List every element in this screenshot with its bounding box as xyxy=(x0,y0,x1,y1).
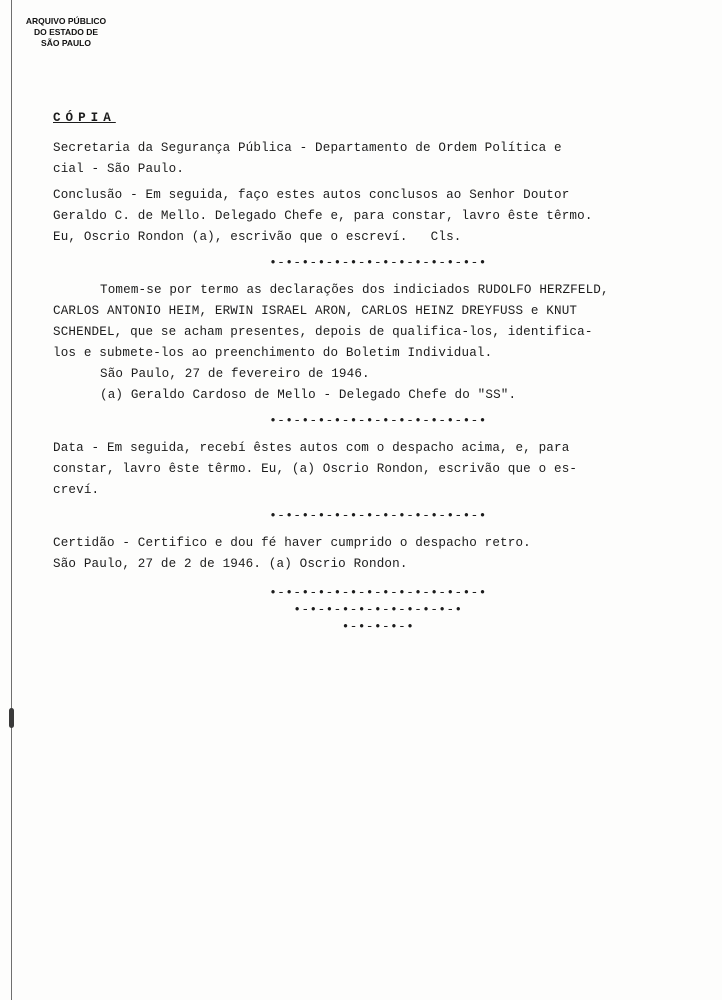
binding-notch xyxy=(9,708,14,728)
separator: •-•-•-•-•-•-•-•-•-•-•-•-•-• xyxy=(269,509,487,523)
end-separator: •-•-•-•-• xyxy=(341,620,415,634)
separator: •-•-•-•-•-•-•-•-•-•-•-•-•-• xyxy=(269,256,487,270)
header-paragraph xyxy=(53,138,703,180)
end-separator: •-•-•-•-•-•-•-•-•-•-•-•-•-• xyxy=(269,586,487,600)
separator: •-•-•-•-•-•-•-•-•-•-•-•-•-• xyxy=(269,414,487,428)
binding-edge-line xyxy=(11,0,12,1000)
archive-stamp-line: ARQUIVO PÚBLICO xyxy=(25,16,107,26)
archive-stamp-line: SÃO PAULO xyxy=(41,38,91,48)
despacho-local: São Paulo, 27 de fevereiro de 1946. xyxy=(100,367,370,381)
end-separator: •-•-•-•-•-•-•-•-•-•-• xyxy=(293,603,463,617)
text-line: Secretaria da Segurança Pública - Departamento de Ordem Política e xyxy=(53,141,562,155)
text-line: los e submete-los ao preenchimento do Boletim Individual. xyxy=(53,346,493,360)
document-title: CÓPIA xyxy=(53,111,116,125)
text-line: creví. xyxy=(53,483,100,497)
declaracoes-paragraph xyxy=(53,280,703,406)
text-line: Data - Em seguida, recebí êstes autos com o despacho acima, e, para xyxy=(53,441,570,455)
certidao-paragraph xyxy=(53,533,703,575)
text-line: Eu, Oscrio Rondon (a), escrivão que o escreví. Cls. xyxy=(53,230,462,244)
text-line: Conclusão - Em seguida, faço estes autos conclusos ao Senhor Doutor xyxy=(53,188,570,202)
text-line: Certidão - Certifico e dou fé haver cumprido o despacho retro. xyxy=(53,536,531,550)
text-line: constar, lavro êste têrmo. Eu, (a) Oscrio Rondon, escrivão que o es- xyxy=(53,462,578,476)
conclusao-paragraph xyxy=(53,185,703,248)
text-line: CARLOS ANTONIO HEIM, ERWIN ISRAEL ARON, CARLOS HEINZ DREYFUSS e KNUT xyxy=(53,304,578,318)
archive-stamp xyxy=(12,16,120,49)
text-line: cial - São Paulo. xyxy=(53,162,185,176)
data-paragraph xyxy=(53,438,703,501)
text-line: Geraldo C. de Mello. Delegado Chefe e, para constar, lavro êste têrmo. xyxy=(53,209,593,223)
text-line: Tomem-se por termo as declarações dos indiciados RUDOLFO HERZFELD, xyxy=(100,283,609,297)
text-line: SCHENDEL, que se acham presentes, depois de qualifica-los, identifica- xyxy=(53,325,593,339)
archive-stamp-line: DO ESTADO DE xyxy=(33,27,99,37)
document-body xyxy=(53,108,703,638)
despacho-assinatura: (a) Geraldo Cardoso de Mello - Delegado Chefe do "SS". xyxy=(100,388,517,402)
text-line: São Paulo, 27 de 2 de 1946. (a) Oscrio Rondon. xyxy=(53,557,408,571)
